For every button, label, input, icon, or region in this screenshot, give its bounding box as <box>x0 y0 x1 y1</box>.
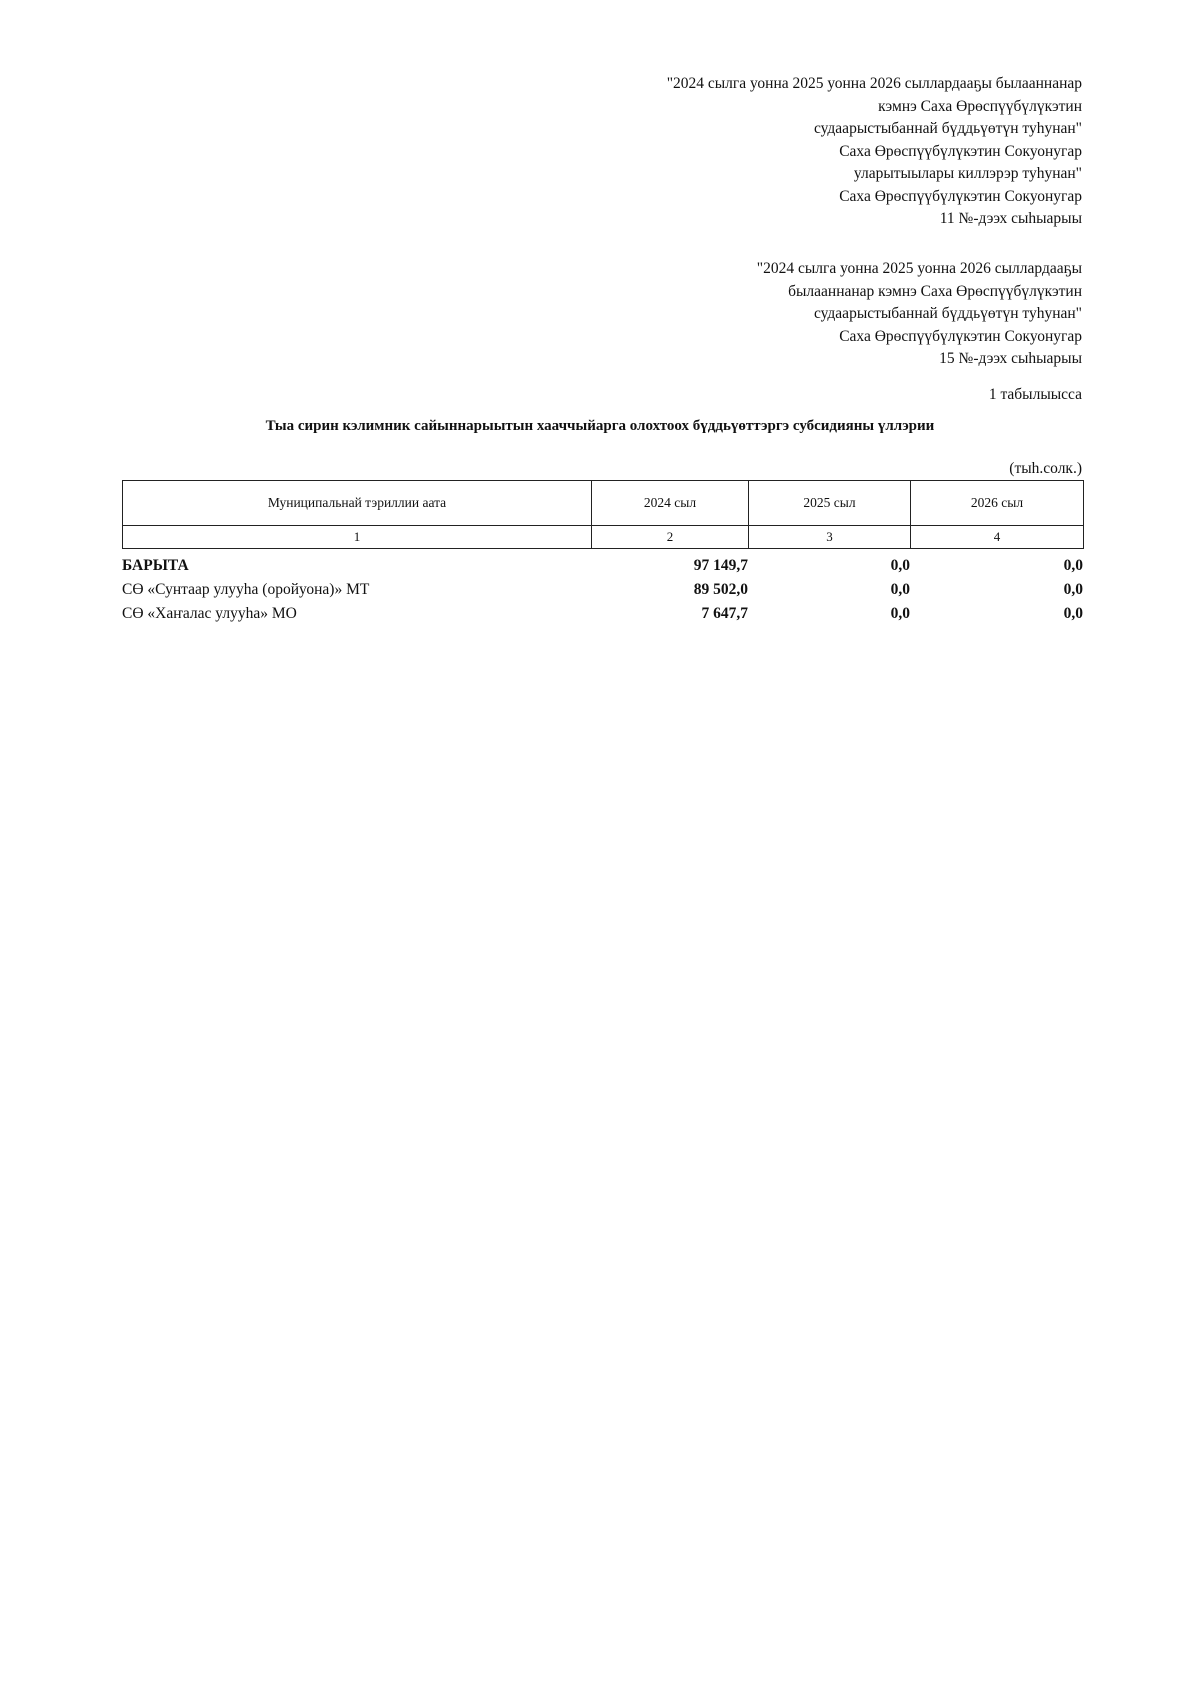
law-reference-header-1 <box>667 73 1082 231</box>
row-value-2025: 0,0 <box>890 557 910 574</box>
header-1-line: кэмнэ Саха Өрөспүүбүлүкэтин <box>878 97 1082 115</box>
header-2-line: Саха Өрөспүүбүлүкэтин Сокуонугар <box>839 327 1082 345</box>
row-value-2026: 0,0 <box>1063 581 1083 598</box>
table-row <box>122 599 1083 623</box>
column-number: 4 <box>911 526 1084 549</box>
table-header <box>122 480 1084 549</box>
row-value-2026: 0,0 <box>1063 605 1083 622</box>
appendix-label: 1 табылыысса <box>988 386 1082 403</box>
header-1-line: уларытыылары киллэрэр туһунан" <box>853 165 1082 182</box>
row-value-2025: 0,0 <box>890 581 910 598</box>
table-body <box>122 551 1083 623</box>
law-reference-header-2 <box>757 258 1082 371</box>
row-value-2026: 0,0 <box>1063 557 1083 574</box>
column-number: 2 <box>592 526 749 549</box>
header-2-line: "2024 сылга уонна 2025 уонна 2026 сыллардааҕы <box>756 260 1082 277</box>
header-1-line: 11 №-дээх сыһыарыы <box>939 210 1082 227</box>
column-header-2024: 2024 сыл <box>592 481 749 526</box>
header-1-line: Саха Өрөспүүбүлүкэтин Сокуонугар <box>839 142 1082 160</box>
row-value-2025: 0,0 <box>890 605 910 622</box>
column-number-row <box>123 526 1084 549</box>
row-name: СӨ «Хаҥалас улууһа» МО <box>122 605 297 622</box>
column-header-2026: 2026 сыл <box>911 481 1084 526</box>
column-header-2025: 2025 сыл <box>749 481 911 526</box>
table-row-total <box>122 551 1083 575</box>
table-row <box>122 575 1083 599</box>
column-header-name: Муниципальнай тэриллии аата <box>123 481 592 526</box>
column-number: 1 <box>123 526 592 549</box>
row-value-2024: 7 647,7 <box>701 605 748 622</box>
table-header-row <box>123 481 1084 526</box>
row-name: СӨ «Сунтаар улууһа (оройуона)» МТ <box>122 581 370 598</box>
header-1-line: "2024 сылга уонна 2025 уонна 2026 сыллардааҕы былааннанар <box>666 75 1082 92</box>
row-value-2024: 97 149,7 <box>693 557 748 574</box>
header-2-line: 15 №-дээх сыһыарыы <box>939 350 1082 367</box>
header-1-line: судаарыстыбаннай бүддьүөтүн туһунан" <box>813 120 1082 137</box>
document-title: Тыа сирин кэлимник сайыннарыытын хааччыйарга олохтоох бүддьүөттэргэ субсидияны үллэрии <box>265 418 935 434</box>
row-name: БАРЫТА <box>122 557 189 574</box>
unit-label: (тыһ.солк.) <box>1009 460 1082 477</box>
row-value-2024: 89 502,0 <box>693 581 748 598</box>
header-2-line: судаарыстыбаннай бүддьүөтүн туһунан" <box>813 305 1082 322</box>
column-number: 3 <box>749 526 911 549</box>
header-2-line: былааннанар кэмнэ Саха Өрөспүүбүлүкэтин <box>788 282 1082 300</box>
header-1-line: Саха Өрөспүүбүлүкэтин Сокуонугар <box>839 187 1082 205</box>
